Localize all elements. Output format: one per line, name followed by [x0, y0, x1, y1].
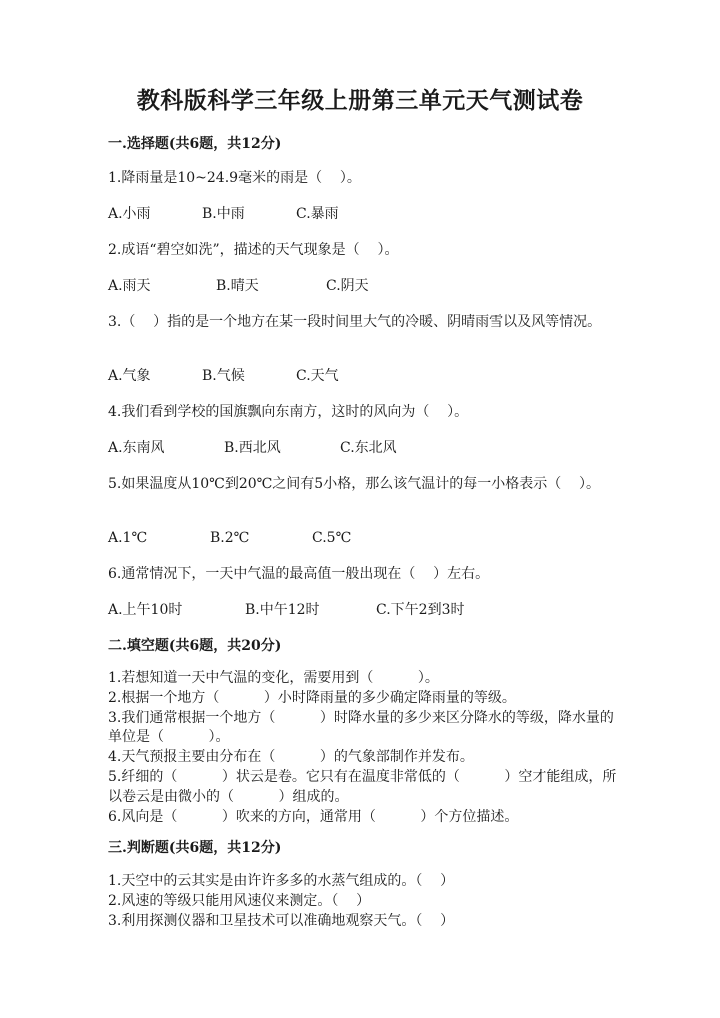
- option-b: B.中午12时: [245, 602, 320, 618]
- option-c: C.阴天: [326, 278, 369, 294]
- question-stem: 1.降雨量是10~24.9毫米的雨是（ ）。: [108, 170, 361, 186]
- option-a: A.气象: [108, 368, 151, 384]
- option-a: A.小雨: [108, 206, 151, 222]
- option-a: A.上午10时: [108, 602, 183, 618]
- option-a: A.雨天: [108, 278, 151, 294]
- option-c: C.下午2到3时: [376, 602, 465, 618]
- option-c: C.暴雨: [296, 206, 339, 222]
- option-a: A.1℃: [108, 530, 148, 546]
- option-b: B.气候: [202, 368, 245, 384]
- question-stem: 6.通常情况下，一天中气温的最高值一般出现在（ ）左右。: [108, 566, 490, 582]
- list-item: 5.纤细的（ ）状云是卷。它只有在温度非常低的（ ）空才能组成，所以卷云是由微小的（ ）组成的。: [108, 768, 617, 805]
- question-options: [108, 366, 628, 386]
- question-stem: 5.如果温度从10℃到20℃之间有5小格，那么该气温计的每一小格表示（ ）。: [108, 476, 601, 492]
- true-false-list: [108, 872, 618, 931]
- option-b: B.西北风: [224, 440, 281, 456]
- question-options: [108, 600, 628, 620]
- section-heading-fill: 二.填空题(共6题，共20分): [108, 638, 282, 654]
- question-stem: 3.（ ）指的是一个地方在某一段时间里大气的冷暖、阴晴雨雪以及风等情况。: [108, 314, 602, 330]
- option-c: C.5℃: [312, 530, 352, 546]
- list-item: 3.利用探测仪器和卫星技术可以准确地观察天气。（ ）: [108, 912, 455, 929]
- list-item: 4.天气预报主要由分布在（ ）的气象部制作并发布。: [108, 749, 474, 766]
- list-item: 6.风向是（ ）吹来的方向，通常用（ ）个方位描述。: [108, 808, 519, 825]
- list-item: 2.风速的等级只能用风速仪来测定。（ ）: [108, 892, 371, 909]
- option-c: C.天气: [296, 368, 339, 384]
- option-b: B.2℃: [210, 530, 250, 546]
- question-stem: 4.我们看到学校的国旗飘向东南方，这时的风向为（ ）。: [108, 404, 469, 420]
- list-item: 1.天空中的云其实是由许许多多的水蒸气组成的。（ ）: [108, 873, 455, 889]
- section-heading-choice: 一.选择题(共6题，共12分): [108, 136, 282, 152]
- list-item: 3.我们通常根据一个地方（ ）时降水量的多少来区分降水的等级，降水量的单位是（ ）。: [108, 709, 614, 746]
- option-a: A.东南风: [108, 440, 165, 456]
- question-options: [108, 276, 628, 296]
- question-options: [108, 204, 628, 224]
- option-b: B.中雨: [202, 206, 245, 222]
- list-item: 2.根据一个地方（ ）小时降雨量的多少确定降雨量的等级。: [108, 689, 516, 706]
- list-item: 1.若想知道一天中气温的变化，需要用到（ ）。: [108, 670, 439, 686]
- question-stem: 2.成语“碧空如洗”，描述的天气现象是（ ）。: [108, 242, 399, 258]
- question-options: [108, 438, 628, 458]
- question-options: [108, 528, 628, 548]
- option-b: B.晴天: [216, 278, 259, 294]
- fill-in-list: [108, 669, 618, 827]
- option-c: C.东北风: [340, 440, 397, 456]
- section-heading-judge: 三.判断题(共6题，共12分): [108, 840, 282, 856]
- page-title: 教科版科学三年级上册第三单元天气测试卷: [136, 87, 584, 114]
